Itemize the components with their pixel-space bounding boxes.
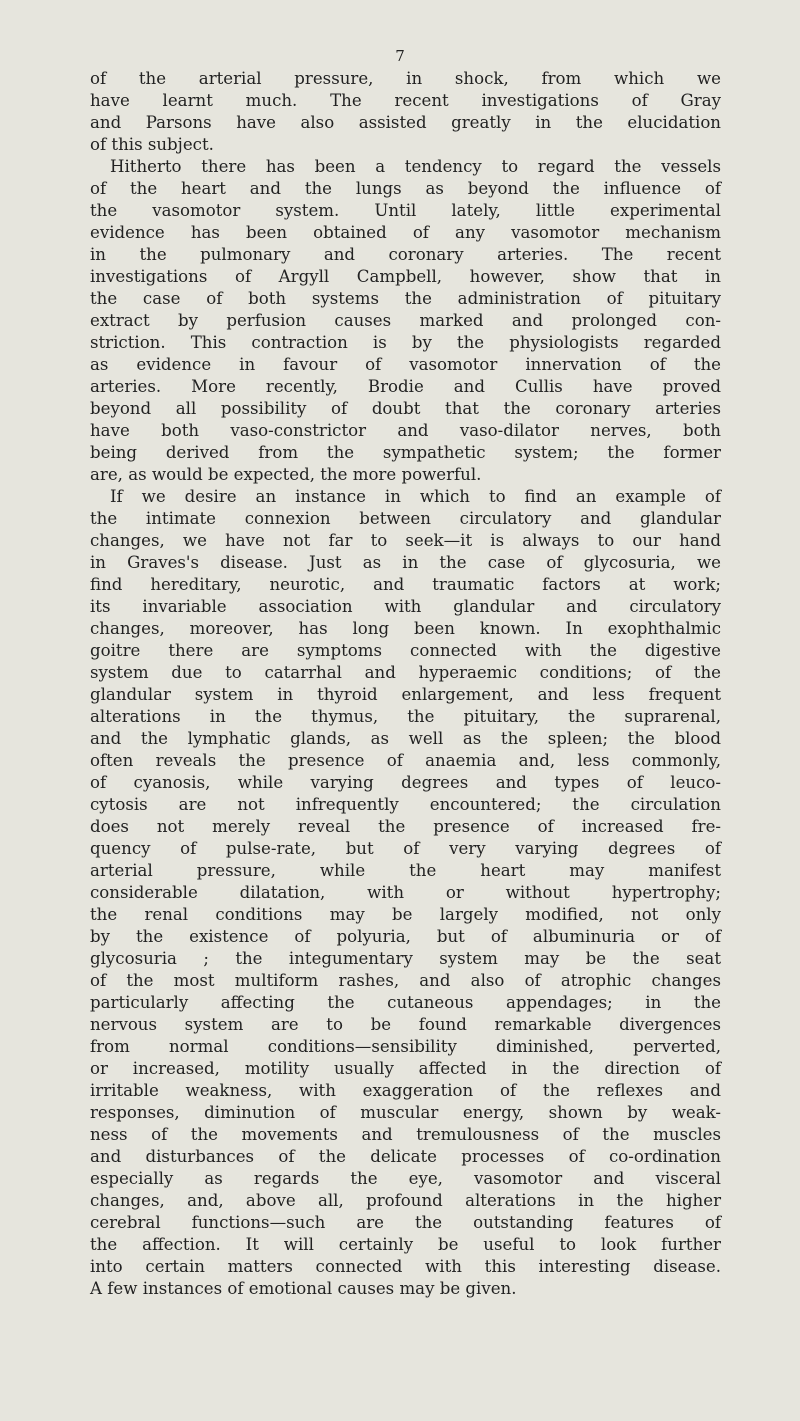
text-line: alterations in the thymus, the pituitary, the suprarenal, bbox=[90, 707, 721, 726]
text-line: find hereditary, neurotic, and traumatic factors at work; bbox=[90, 575, 721, 594]
text-line: beyond all possibility of doubt that the coronary arteries bbox=[90, 399, 721, 418]
text-line: system due to catarrhal and hyperaemic conditions; of the bbox=[90, 663, 721, 682]
text-line: its invariable association with glandular and circulatory bbox=[90, 597, 721, 616]
text-line: the affection. It will certainly be useful to look further bbox=[90, 1235, 721, 1254]
text-line: have both vaso-constrictor and vaso-dilator nerves, both bbox=[90, 421, 721, 440]
text-line: quency of pulse-rate, but of very varying degrees of bbox=[90, 839, 721, 858]
text-line: as evidence in favour of vasomotor innervation of the bbox=[90, 355, 721, 374]
text-line: and the lymphatic glands, as well as the spleen; the blood bbox=[90, 729, 721, 748]
paragraph bbox=[90, 156, 721, 486]
text-line: or increased, motility usually affected in the direction of bbox=[90, 1059, 721, 1078]
text-line: irritable weakness, with exaggeration of the reflexes and bbox=[90, 1081, 721, 1100]
text-line: of the heart and the lungs as beyond the influence of bbox=[90, 179, 721, 198]
text-line: particularly affecting the cutaneous appendages; in the bbox=[90, 993, 721, 1012]
text-line: have learnt much. The recent investigations of Gray bbox=[90, 91, 721, 110]
text-line: A few instances of emotional causes may be given. bbox=[90, 1279, 517, 1298]
text-line: the intimate connexion between circulatory and glandular bbox=[90, 509, 721, 528]
text-line: responses, diminution of muscular energy, shown by weak- bbox=[90, 1103, 721, 1122]
text-line: goitre there are symptoms connected with the digestive bbox=[90, 641, 721, 660]
text-line: changes, we have not far to seek—it is always to our hand bbox=[90, 531, 721, 550]
text-line: arterial pressure, while the heart may manifest bbox=[90, 861, 721, 880]
text-line: arteries. More recently, Brodie and Cullis have proved bbox=[90, 377, 721, 396]
text-line: evidence has been obtained of any vasomotor mechanism bbox=[90, 223, 721, 242]
text-line: Hitherto there has been a tendency to regard the vessels bbox=[110, 157, 721, 176]
text-line: changes, and, above all, profound alterations in the higher bbox=[90, 1191, 721, 1210]
text-line: and disturbances of the delicate processes of co-ordination bbox=[90, 1147, 721, 1166]
text-line: of this subject. bbox=[90, 135, 214, 154]
text-line: and Parsons have also assisted greatly in the elucidation bbox=[90, 113, 721, 132]
text-line: from normal conditions—sensibility diminished, perverted, bbox=[90, 1037, 721, 1056]
text-line: of the most multiform rashes, and also of atrophic changes bbox=[90, 971, 721, 990]
text-line: does not merely reveal the presence of increased fre- bbox=[90, 817, 721, 836]
text-line: the case of both systems the administration of pituitary bbox=[90, 289, 721, 308]
text-line: of the arterial pressure, in shock, from which we bbox=[90, 69, 721, 88]
text-line: in Graves's disease. Just as in the case of glycosuria, we bbox=[90, 553, 721, 572]
text-line: the vasomotor system. Until lately, little experimental bbox=[90, 201, 721, 220]
text-line: into certain matters connected with this interesting disease. bbox=[90, 1257, 721, 1276]
text-line: by the existence of polyuria, but of albuminuria or of bbox=[90, 927, 721, 946]
text-line: glycosuria ; the integumentary system may be the seat bbox=[90, 949, 721, 968]
text-line: If we desire an instance in which to find an example of bbox=[110, 487, 721, 506]
text-line: in the pulmonary and coronary arteries. The recent bbox=[90, 245, 721, 264]
text-line: investigations of Argyll Campbell, however, show that in bbox=[90, 267, 721, 286]
paragraph bbox=[90, 486, 721, 1300]
body-text bbox=[90, 68, 721, 1300]
text-line: often reveals the presence of anaemia and, less commonly, bbox=[90, 751, 721, 770]
text-line: of cyanosis, while varying degrees and types of leuco- bbox=[90, 773, 721, 792]
text-line: being derived from the sympathetic system; the former bbox=[90, 443, 721, 462]
text-line: glandular system in thyroid enlargement, and less frequent bbox=[90, 685, 721, 704]
text-line: considerable dilatation, with or without hypertrophy; bbox=[90, 883, 721, 902]
text-line: especially as regards the eye, vasomotor and visceral bbox=[90, 1169, 721, 1188]
text-line: cerebral functions—such are the outstanding features of bbox=[90, 1213, 721, 1232]
text-line: ness of the movements and tremulousness of the muscles bbox=[90, 1125, 721, 1144]
page-number: 7 bbox=[395, 47, 405, 65]
text-line: cytosis are not infrequently encountered; the circulation bbox=[90, 795, 721, 814]
text-line: extract by perfusion causes marked and prolonged con- bbox=[90, 311, 721, 330]
text-line: the renal conditions may be largely modified, not only bbox=[90, 905, 721, 924]
paragraph bbox=[90, 68, 721, 156]
text-line: nervous system are to be found remarkable divergences bbox=[90, 1015, 721, 1034]
text-line: striction. This contraction is by the physiologists regarded bbox=[90, 333, 721, 352]
text-line: are, as would be expected, the more powerful. bbox=[90, 465, 482, 484]
text-line: changes, moreover, has long been known. In exophthalmic bbox=[90, 619, 721, 638]
